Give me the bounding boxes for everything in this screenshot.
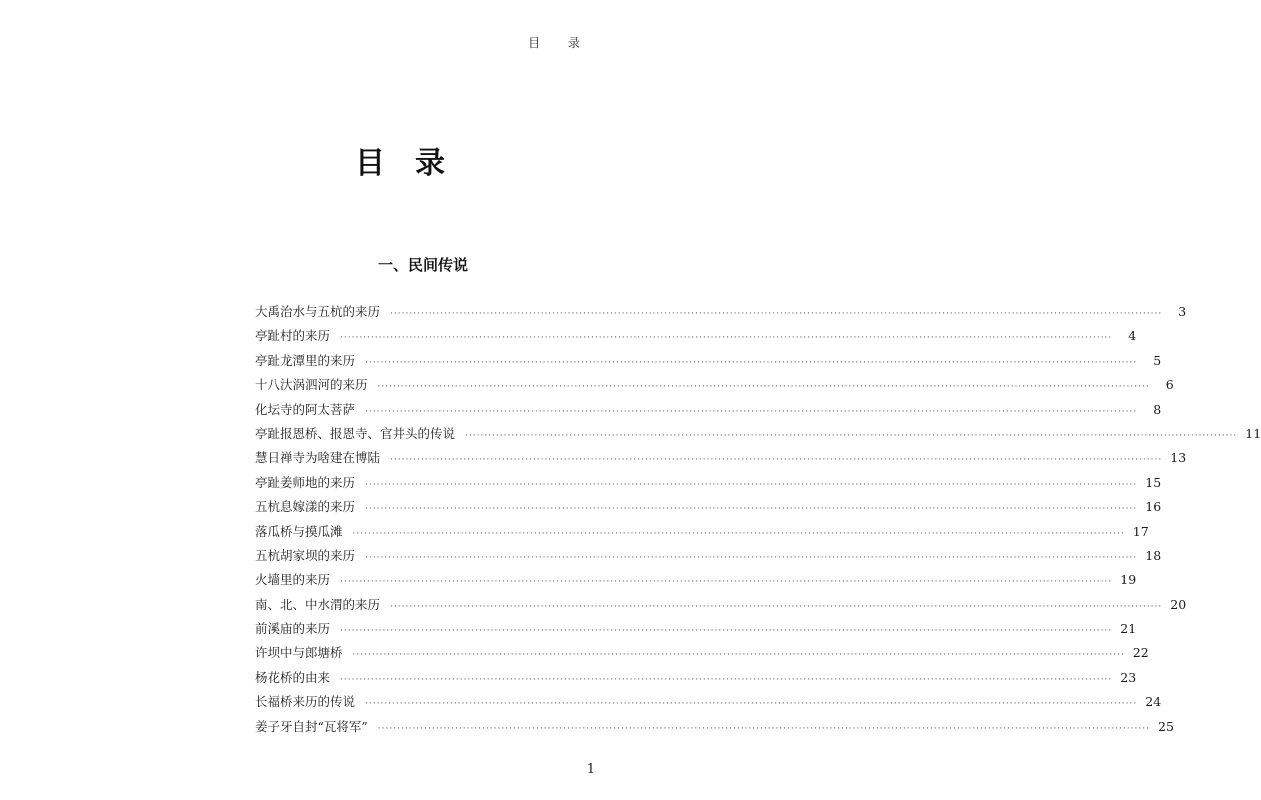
- toc-entry-title: 前溪庙的来历: [255, 621, 331, 637]
- toc-entry-page: 17: [1132, 523, 1149, 539]
- toc-entry-title: 慧日禅寺为啥建在博陆: [255, 450, 381, 466]
- toc-entry-title: 亭趾报恩桥、报恩寺、官井头的传说: [255, 425, 456, 441]
- toc-entry-title: 落瓜桥与摸瓜滩: [255, 523, 343, 539]
- toc-entry-title: 化坛寺的阿太菩萨: [255, 401, 356, 417]
- dot-leader: ········································································································································································································: [377, 723, 1150, 734]
- dot-leader: ········································································································································································································: [377, 382, 1150, 393]
- dot-leader: ········································································································································································································: [365, 504, 1138, 515]
- toc-entry-page: 19: [1120, 572, 1137, 588]
- dot-leader: ········································································································································································································: [340, 626, 1113, 637]
- toc-entry[interactable]: [255, 520, 1149, 544]
- toc-entry[interactable]: [255, 349, 1162, 373]
- toc-entry-title: 亭趾龙潭里的来历: [255, 352, 356, 368]
- toc-entry-page: 21: [1120, 621, 1137, 637]
- page-number: 1: [586, 762, 595, 777]
- toc-entry-title: 五杭息嫁漾的来历: [255, 499, 356, 515]
- toc-entry[interactable]: [255, 422, 1261, 446]
- toc-entry-title: 亭趾村的来历: [255, 328, 331, 344]
- toc-entry-page: 16: [1145, 499, 1162, 515]
- toc-entry-page: 20: [1170, 596, 1187, 612]
- toc-entry-page: 4: [1128, 328, 1137, 344]
- toc-entry-page: 24: [1145, 694, 1162, 710]
- toc-entry-page: 22: [1132, 645, 1149, 661]
- toc-entry-title: 火墙里的来历: [255, 572, 331, 588]
- page-title: 目录: [355, 146, 475, 181]
- dot-leader: ········································································································································································································: [390, 455, 1163, 466]
- toc-entry-title: 大禹治水与五杭的来历: [255, 304, 381, 319]
- toc-entry[interactable]: [255, 715, 1174, 739]
- toc-entry-page: 18: [1145, 547, 1162, 563]
- toc-entry[interactable]: [255, 544, 1162, 568]
- dot-leader: ········································································································································································································: [352, 650, 1125, 661]
- dot-leader: ········································································································································································································: [365, 406, 1138, 417]
- toc-entry-page: 25: [1158, 718, 1174, 734]
- dot-leader: ········································································································································································································: [390, 601, 1163, 612]
- toc-entry-page: 13: [1170, 450, 1187, 466]
- toc-entry[interactable]: [255, 690, 1162, 714]
- running-head: 目 录: [528, 36, 592, 50]
- toc-entry[interactable]: [255, 641, 1149, 665]
- toc-entry[interactable]: [255, 300, 1187, 324]
- dot-leader: ········································································································································································································: [390, 309, 1163, 319]
- dot-leader: ········································································································································································································: [465, 430, 1238, 441]
- toc-entry-page: 6: [1165, 377, 1174, 393]
- toc-entry[interactable]: [255, 471, 1162, 495]
- dot-leader: ········································································································································································································: [365, 552, 1138, 563]
- toc-entry[interactable]: [255, 568, 1137, 592]
- toc-entry[interactable]: [255, 495, 1162, 519]
- dot-leader: ········································································································································································································: [340, 577, 1113, 588]
- toc-entry-page: 3: [1178, 304, 1187, 319]
- toc-entry[interactable]: [255, 324, 1137, 348]
- toc-entry-title: 南、北、中水渭的来历: [255, 596, 381, 612]
- dot-leader: ········································································································································································································: [365, 357, 1138, 368]
- toc-entry-page: 23: [1120, 669, 1137, 685]
- toc-entry-page: 8: [1153, 401, 1162, 417]
- toc-entry[interactable]: [255, 593, 1187, 617]
- toc-entry-title: 长福桥来历的传说: [255, 694, 356, 710]
- toc-entry-page: 15: [1145, 474, 1162, 490]
- toc-entry[interactable]: [255, 666, 1137, 690]
- toc-entry-title: 许坝中与郎塘桥: [255, 645, 343, 661]
- dot-leader: ········································································································································································································: [352, 528, 1125, 539]
- section-heading: 一、民间传说: [377, 256, 468, 274]
- toc-entry-title: 杨花桥的由来: [255, 669, 331, 685]
- dot-leader: ········································································································································································································: [340, 674, 1113, 685]
- toc-entry[interactable]: [255, 617, 1137, 641]
- table-of-contents: [255, 300, 1261, 739]
- dot-leader: ········································································································································································································: [340, 333, 1113, 344]
- toc-entry[interactable]: [255, 446, 1187, 470]
- toc-entry-page: 11: [1245, 425, 1261, 441]
- toc-entry-title: 五杭胡家坝的来历: [255, 547, 356, 563]
- toc-entry[interactable]: [255, 373, 1174, 397]
- toc-entry[interactable]: [255, 398, 1162, 422]
- dot-leader: ········································································································································································································: [365, 479, 1138, 490]
- toc-entry-title: 姜子牙自封“瓦将军”: [255, 718, 368, 734]
- toc-entry-title: 十八汏涡泗河的来历: [255, 377, 368, 393]
- toc-entry-title: 亭趾姜师地的来历: [255, 474, 356, 490]
- dot-leader: ········································································································································································································: [365, 699, 1138, 710]
- toc-entry-page: 5: [1153, 352, 1162, 368]
